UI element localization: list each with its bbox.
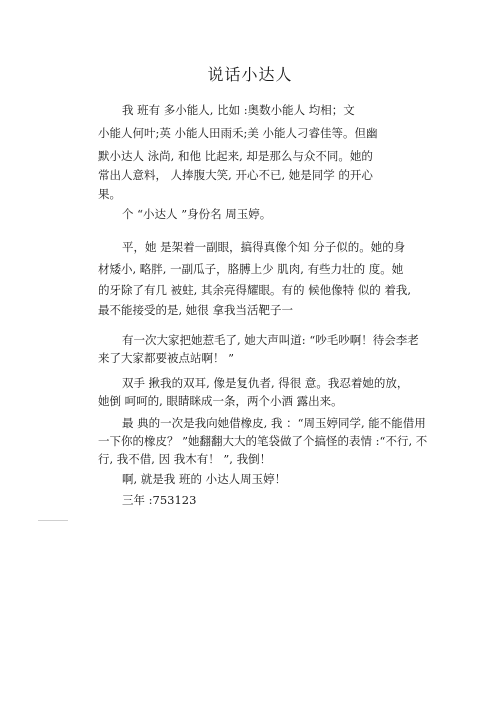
paragraph-line: 一下你的橡皮？ ”她翻翻大大的笔袋做了个搞怪的表情 :“不行, 不 [98, 434, 428, 448]
paragraph-line: 我 班有 多小能人, 比如 :奥数小能人 均相；文 [122, 103, 355, 117]
paragraph-line: 的牙除了有几 被蛀, 其余亮得耀眼。有的 候他像特 似的 着我, [98, 283, 412, 297]
document-title: 说话小达人 [207, 65, 293, 84]
paragraph-line: 平，她 是架着一副眼，搞得真像个知 分子似的。她的身 [122, 240, 406, 254]
paragraph-line: 啊, 就是我 班的 小达人周玉婷！ [122, 472, 287, 486]
paragraph-line: 双手 揪我的双耳, 像是复仇者, 得很 意。我忍着她的放， [122, 376, 409, 390]
paragraph-line: 最 典的一次是我向她借橡皮, 我 ：“周玉婷同学, 能不能借用 [122, 416, 426, 430]
paragraph-line: 最不能接受的是, 她很 拿我当活靶子一 [98, 303, 293, 317]
paragraph-line: 行, 我不借, 因 我木有！ ”, 我倒！ [98, 452, 272, 466]
paragraph-line: 果。 [98, 187, 121, 201]
faint-divider [38, 520, 68, 521]
paragraph-line: 个 “小达人 ”身份名 周玉婷。 [122, 207, 272, 221]
paragraph-line: 有一次大家把她惹毛了, 她大声叫道: “吵毛吵啊！待会李老 [122, 333, 419, 347]
paragraph-line: 常出人意料， 人捧腹大笑, 开心不已, 她是同学 的开心 [98, 168, 373, 182]
paragraph-line: 默小达人 泳尚, 和他 比起来, 却是那么与众不同。她的 [98, 149, 373, 163]
paragraph-line: 三年 :753123 [122, 493, 197, 507]
paragraph-line: 小能人何叶;英 小能人田雨禾;美 小能人刁睿佳等。但幽 [98, 126, 378, 140]
paragraph-line: 来了大家都要被点站啊！ ” [98, 351, 235, 365]
paragraph-line: 材矮小, 略胖, 一副瓜子，胳膊上少 肌肉, 有些力壮的 度。她 [98, 262, 404, 276]
paragraph-line: 她倒 呵呵的, 眼睛眯成一条，两个小酒 露出来。 [98, 394, 343, 408]
